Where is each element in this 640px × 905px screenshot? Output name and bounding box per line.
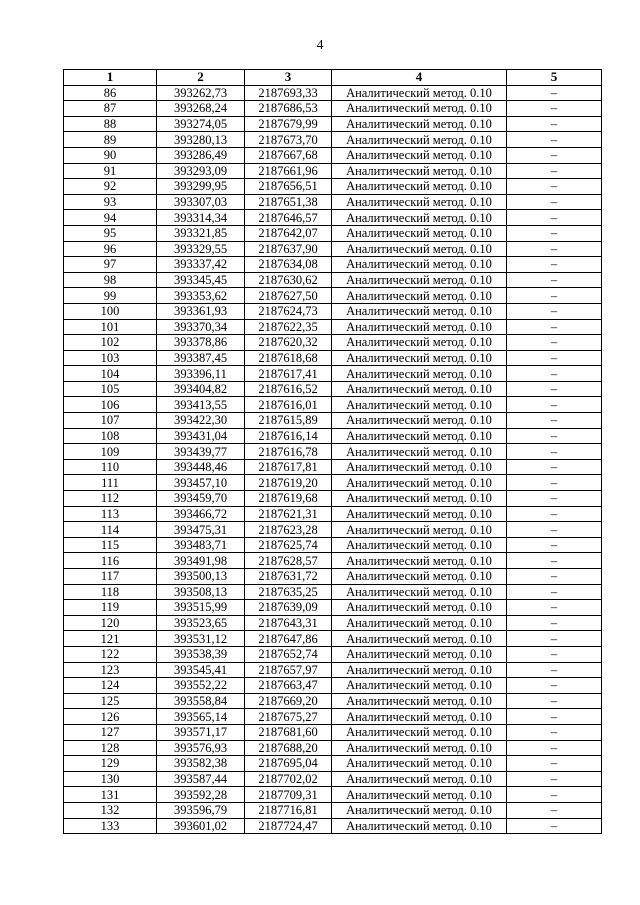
table-row xyxy=(64,678,602,694)
x-coordinate-cell: 393439,77 xyxy=(157,444,245,460)
y-coordinate-cell: 2187647,86 xyxy=(245,631,332,647)
y-coordinate-cell: 2187716,81 xyxy=(245,802,332,818)
y-coordinate-cell: 2187617,81 xyxy=(245,459,332,475)
note-cell: – xyxy=(507,350,602,366)
x-coordinate-cell: 393571,17 xyxy=(157,724,245,740)
x-coordinate-cell: 393596,79 xyxy=(157,802,245,818)
point-number-cell: 98 xyxy=(64,272,157,288)
method-cell: Аналитический метод. 0.10 xyxy=(332,381,507,397)
x-coordinate-cell: 393345,45 xyxy=(157,272,245,288)
method-cell: Аналитический метод. 0.10 xyxy=(332,646,507,662)
method-cell: Аналитический метод. 0.10 xyxy=(332,553,507,569)
table-row xyxy=(64,85,602,101)
y-coordinate-cell: 2187651,38 xyxy=(245,194,332,210)
y-coordinate-cell: 2187617,41 xyxy=(245,366,332,382)
y-coordinate-cell: 2187616,78 xyxy=(245,444,332,460)
x-coordinate-cell: 393576,93 xyxy=(157,740,245,756)
method-cell: Аналитический метод. 0.10 xyxy=(332,724,507,740)
note-cell: – xyxy=(507,771,602,787)
note-cell: – xyxy=(507,194,602,210)
note-cell: – xyxy=(507,662,602,678)
point-number-cell: 94 xyxy=(64,210,157,226)
x-coordinate-cell: 393491,98 xyxy=(157,553,245,569)
x-coordinate-cell: 393329,55 xyxy=(157,241,245,257)
y-coordinate-cell: 2187661,96 xyxy=(245,163,332,179)
note-cell: – xyxy=(507,225,602,241)
y-coordinate-cell: 2187630,62 xyxy=(245,272,332,288)
x-coordinate-cell: 393508,13 xyxy=(157,584,245,600)
column-header-2: 2 xyxy=(157,70,245,86)
method-cell: Аналитический метод. 0.10 xyxy=(332,413,507,429)
note-cell: – xyxy=(507,787,602,803)
table-row xyxy=(64,444,602,460)
x-coordinate-cell: 393431,04 xyxy=(157,428,245,444)
note-cell: – xyxy=(507,397,602,413)
method-cell: Аналитический метод. 0.10 xyxy=(332,771,507,787)
column-header-3: 3 xyxy=(245,70,332,86)
point-number-cell: 124 xyxy=(64,678,157,694)
method-cell: Аналитический метод. 0.10 xyxy=(332,506,507,522)
y-coordinate-cell: 2187624,73 xyxy=(245,303,332,319)
table-row xyxy=(64,631,602,647)
method-cell: Аналитический метод. 0.10 xyxy=(332,569,507,585)
note-cell: – xyxy=(507,553,602,569)
x-coordinate-cell: 393592,28 xyxy=(157,787,245,803)
point-number-cell: 121 xyxy=(64,631,157,647)
method-cell: Аналитический метод. 0.10 xyxy=(332,818,507,834)
method-cell: Аналитический метод. 0.10 xyxy=(332,740,507,756)
note-cell: – xyxy=(507,678,602,694)
x-coordinate-cell: 393601,02 xyxy=(157,818,245,834)
note-cell: – xyxy=(507,381,602,397)
y-coordinate-cell: 2187622,35 xyxy=(245,319,332,335)
method-cell: Аналитический метод. 0.10 xyxy=(332,491,507,507)
y-coordinate-cell: 2187652,74 xyxy=(245,646,332,662)
table-header-row xyxy=(64,70,602,86)
coordinates-table xyxy=(63,69,602,834)
method-cell: Аналитический метод. 0.10 xyxy=(332,444,507,460)
method-cell: Аналитический метод. 0.10 xyxy=(332,288,507,304)
method-cell: Аналитический метод. 0.10 xyxy=(332,179,507,195)
point-number-cell: 111 xyxy=(64,475,157,491)
x-coordinate-cell: 393422,30 xyxy=(157,413,245,429)
method-cell: Аналитический метод. 0.10 xyxy=(332,397,507,413)
note-cell: – xyxy=(507,288,602,304)
method-cell: Аналитический метод. 0.10 xyxy=(332,194,507,210)
point-number-cell: 123 xyxy=(64,662,157,678)
point-number-cell: 125 xyxy=(64,693,157,709)
table-row xyxy=(64,210,602,226)
point-number-cell: 93 xyxy=(64,194,157,210)
method-cell: Аналитический метод. 0.10 xyxy=(332,709,507,725)
x-coordinate-cell: 393262,73 xyxy=(157,85,245,101)
table-row xyxy=(64,569,602,585)
method-cell: Аналитический метод. 0.10 xyxy=(332,693,507,709)
y-coordinate-cell: 2187663,47 xyxy=(245,678,332,694)
table-row xyxy=(64,787,602,803)
table-body xyxy=(64,85,602,834)
table-row xyxy=(64,724,602,740)
note-cell: – xyxy=(507,693,602,709)
note-cell: – xyxy=(507,85,602,101)
method-cell: Аналитический метод. 0.10 xyxy=(332,335,507,351)
table-row xyxy=(64,491,602,507)
method-cell: Аналитический метод. 0.10 xyxy=(332,475,507,491)
table-row xyxy=(64,179,602,195)
x-coordinate-cell: 393396,11 xyxy=(157,366,245,382)
note-cell: – xyxy=(507,257,602,273)
note-cell: – xyxy=(507,116,602,132)
y-coordinate-cell: 2187643,31 xyxy=(245,615,332,631)
y-coordinate-cell: 2187619,68 xyxy=(245,491,332,507)
method-cell: Аналитический метод. 0.10 xyxy=(332,584,507,600)
note-cell: – xyxy=(507,101,602,117)
y-coordinate-cell: 2187639,09 xyxy=(245,600,332,616)
x-coordinate-cell: 393459,70 xyxy=(157,491,245,507)
point-number-cell: 118 xyxy=(64,584,157,600)
x-coordinate-cell: 393545,41 xyxy=(157,662,245,678)
y-coordinate-cell: 2187616,01 xyxy=(245,397,332,413)
table-row xyxy=(64,615,602,631)
y-coordinate-cell: 2187621,31 xyxy=(245,506,332,522)
method-cell: Аналитический метод. 0.10 xyxy=(332,272,507,288)
x-coordinate-cell: 393552,22 xyxy=(157,678,245,694)
x-coordinate-cell: 393582,38 xyxy=(157,756,245,772)
x-coordinate-cell: 393337,42 xyxy=(157,257,245,273)
x-coordinate-cell: 393483,71 xyxy=(157,537,245,553)
note-cell: – xyxy=(507,506,602,522)
x-coordinate-cell: 393457,10 xyxy=(157,475,245,491)
note-cell: – xyxy=(507,600,602,616)
note-cell: – xyxy=(507,491,602,507)
method-cell: Аналитический метод. 0.10 xyxy=(332,116,507,132)
table-row xyxy=(64,740,602,756)
table-row xyxy=(64,600,602,616)
method-cell: Аналитический метод. 0.10 xyxy=(332,241,507,257)
x-coordinate-cell: 393314,34 xyxy=(157,210,245,226)
table-row xyxy=(64,147,602,163)
y-coordinate-cell: 2187625,74 xyxy=(245,537,332,553)
table-row xyxy=(64,397,602,413)
method-cell: Аналитический метод. 0.10 xyxy=(332,787,507,803)
table-row xyxy=(64,132,602,148)
point-number-cell: 90 xyxy=(64,147,157,163)
y-coordinate-cell: 2187623,28 xyxy=(245,522,332,538)
note-cell: – xyxy=(507,584,602,600)
table-row xyxy=(64,366,602,382)
y-coordinate-cell: 2187709,31 xyxy=(245,787,332,803)
method-cell: Аналитический метод. 0.10 xyxy=(332,350,507,366)
y-coordinate-cell: 2187615,89 xyxy=(245,413,332,429)
table-row xyxy=(64,646,602,662)
method-cell: Аналитический метод. 0.10 xyxy=(332,459,507,475)
x-coordinate-cell: 393523,65 xyxy=(157,615,245,631)
y-coordinate-cell: 2187679,99 xyxy=(245,116,332,132)
point-number-cell: 102 xyxy=(64,335,157,351)
table-row xyxy=(64,475,602,491)
note-cell: – xyxy=(507,537,602,553)
table-row xyxy=(64,288,602,304)
point-number-cell: 112 xyxy=(64,491,157,507)
note-cell: – xyxy=(507,335,602,351)
note-cell: – xyxy=(507,272,602,288)
table-row xyxy=(64,163,602,179)
column-header-5: 5 xyxy=(507,70,602,86)
y-coordinate-cell: 2187667,68 xyxy=(245,147,332,163)
method-cell: Аналитический метод. 0.10 xyxy=(332,163,507,179)
x-coordinate-cell: 393475,31 xyxy=(157,522,245,538)
table-row xyxy=(64,537,602,553)
point-number-cell: 107 xyxy=(64,413,157,429)
table-row xyxy=(64,350,602,366)
x-coordinate-cell: 393280,13 xyxy=(157,132,245,148)
x-coordinate-cell: 393353,62 xyxy=(157,288,245,304)
method-cell: Аналитический метод. 0.10 xyxy=(332,132,507,148)
method-cell: Аналитический метод. 0.10 xyxy=(332,210,507,226)
table-row xyxy=(64,303,602,319)
note-cell: – xyxy=(507,147,602,163)
point-number-cell: 96 xyxy=(64,241,157,257)
point-number-cell: 127 xyxy=(64,724,157,740)
y-coordinate-cell: 2187681,60 xyxy=(245,724,332,740)
method-cell: Аналитический метод. 0.10 xyxy=(332,319,507,335)
method-cell: Аналитический метод. 0.10 xyxy=(332,428,507,444)
table-row xyxy=(64,194,602,210)
note-cell: – xyxy=(507,210,602,226)
y-coordinate-cell: 2187634,08 xyxy=(245,257,332,273)
point-number-cell: 110 xyxy=(64,459,157,475)
point-number-cell: 97 xyxy=(64,257,157,273)
point-number-cell: 128 xyxy=(64,740,157,756)
note-cell: – xyxy=(507,802,602,818)
method-cell: Аналитический метод. 0.10 xyxy=(332,303,507,319)
y-coordinate-cell: 2187620,32 xyxy=(245,335,332,351)
method-cell: Аналитический метод. 0.10 xyxy=(332,147,507,163)
column-header-4: 4 xyxy=(332,70,507,86)
point-number-cell: 115 xyxy=(64,537,157,553)
x-coordinate-cell: 393500,13 xyxy=(157,569,245,585)
y-coordinate-cell: 2187618,68 xyxy=(245,350,332,366)
table-row xyxy=(64,756,602,772)
x-coordinate-cell: 393587,44 xyxy=(157,771,245,787)
page-number: 4 xyxy=(316,38,324,53)
y-coordinate-cell: 2187616,14 xyxy=(245,428,332,444)
method-cell: Аналитический метод. 0.10 xyxy=(332,615,507,631)
table-row xyxy=(64,241,602,257)
table-row xyxy=(64,709,602,725)
y-coordinate-cell: 2187646,57 xyxy=(245,210,332,226)
note-cell: – xyxy=(507,724,602,740)
note-cell: – xyxy=(507,756,602,772)
note-cell: – xyxy=(507,631,602,647)
note-cell: – xyxy=(507,459,602,475)
note-cell: – xyxy=(507,163,602,179)
table-row xyxy=(64,116,602,132)
table-row xyxy=(64,771,602,787)
method-cell: Аналитический метод. 0.10 xyxy=(332,802,507,818)
point-number-cell: 104 xyxy=(64,366,157,382)
table-row xyxy=(64,101,602,117)
table-row xyxy=(64,459,602,475)
table-row xyxy=(64,319,602,335)
method-cell: Аналитический метод. 0.10 xyxy=(332,756,507,772)
x-coordinate-cell: 393299,95 xyxy=(157,179,245,195)
x-coordinate-cell: 393448,46 xyxy=(157,459,245,475)
note-cell: – xyxy=(507,132,602,148)
note-cell: – xyxy=(507,241,602,257)
y-coordinate-cell: 2187695,04 xyxy=(245,756,332,772)
y-coordinate-cell: 2187635,25 xyxy=(245,584,332,600)
table-row xyxy=(64,553,602,569)
note-cell: – xyxy=(507,740,602,756)
note-cell: – xyxy=(507,428,602,444)
point-number-cell: 120 xyxy=(64,615,157,631)
method-cell: Аналитический метод. 0.10 xyxy=(332,85,507,101)
x-coordinate-cell: 393466,72 xyxy=(157,506,245,522)
note-cell: – xyxy=(507,179,602,195)
y-coordinate-cell: 2187669,20 xyxy=(245,693,332,709)
x-coordinate-cell: 393307,03 xyxy=(157,194,245,210)
table-row xyxy=(64,413,602,429)
y-coordinate-cell: 2187656,51 xyxy=(245,179,332,195)
table-row xyxy=(64,428,602,444)
note-cell: – xyxy=(507,615,602,631)
x-coordinate-cell: 393361,93 xyxy=(157,303,245,319)
point-number-cell: 119 xyxy=(64,600,157,616)
note-cell: – xyxy=(507,522,602,538)
point-number-cell: 88 xyxy=(64,116,157,132)
point-number-cell: 92 xyxy=(64,179,157,195)
point-number-cell: 91 xyxy=(64,163,157,179)
table-row xyxy=(64,802,602,818)
method-cell: Аналитический метод. 0.10 xyxy=(332,537,507,553)
method-cell: Аналитический метод. 0.10 xyxy=(332,366,507,382)
y-coordinate-cell: 2187627,50 xyxy=(245,288,332,304)
point-number-cell: 89 xyxy=(64,132,157,148)
table-row xyxy=(64,225,602,241)
point-number-cell: 126 xyxy=(64,709,157,725)
point-number-cell: 116 xyxy=(64,553,157,569)
x-coordinate-cell: 393293,09 xyxy=(157,163,245,179)
point-number-cell: 108 xyxy=(64,428,157,444)
x-coordinate-cell: 393404,82 xyxy=(157,381,245,397)
point-number-cell: 129 xyxy=(64,756,157,772)
point-number-cell: 101 xyxy=(64,319,157,335)
table-row xyxy=(64,381,602,397)
y-coordinate-cell: 2187688,20 xyxy=(245,740,332,756)
note-cell: – xyxy=(507,366,602,382)
method-cell: Аналитический метод. 0.10 xyxy=(332,662,507,678)
y-coordinate-cell: 2187702,02 xyxy=(245,771,332,787)
point-number-cell: 117 xyxy=(64,569,157,585)
note-cell: – xyxy=(507,569,602,585)
point-number-cell: 132 xyxy=(64,802,157,818)
x-coordinate-cell: 393413,55 xyxy=(157,397,245,413)
table-row xyxy=(64,584,602,600)
point-number-cell: 105 xyxy=(64,381,157,397)
point-number-cell: 87 xyxy=(64,101,157,117)
table-row xyxy=(64,335,602,351)
x-coordinate-cell: 393531,12 xyxy=(157,631,245,647)
point-number-cell: 99 xyxy=(64,288,157,304)
point-number-cell: 109 xyxy=(64,444,157,460)
note-cell: – xyxy=(507,818,602,834)
x-coordinate-cell: 393370,34 xyxy=(157,319,245,335)
point-number-cell: 103 xyxy=(64,350,157,366)
x-coordinate-cell: 393378,86 xyxy=(157,335,245,351)
point-number-cell: 131 xyxy=(64,787,157,803)
table-row xyxy=(64,522,602,538)
note-cell: – xyxy=(507,303,602,319)
note-cell: – xyxy=(507,319,602,335)
table-row xyxy=(64,818,602,834)
note-cell: – xyxy=(507,413,602,429)
table-row xyxy=(64,506,602,522)
x-coordinate-cell: 393321,85 xyxy=(157,225,245,241)
y-coordinate-cell: 2187631,72 xyxy=(245,569,332,585)
point-number-cell: 100 xyxy=(64,303,157,319)
note-cell: – xyxy=(507,646,602,662)
method-cell: Аналитический метод. 0.10 xyxy=(332,257,507,273)
point-number-cell: 122 xyxy=(64,646,157,662)
x-coordinate-cell: 393286,49 xyxy=(157,147,245,163)
y-coordinate-cell: 2187619,20 xyxy=(245,475,332,491)
y-coordinate-cell: 2187657,97 xyxy=(245,662,332,678)
point-number-cell: 95 xyxy=(64,225,157,241)
y-coordinate-cell: 2187675,27 xyxy=(245,709,332,725)
y-coordinate-cell: 2187616,52 xyxy=(245,381,332,397)
x-coordinate-cell: 393538,39 xyxy=(157,646,245,662)
y-coordinate-cell: 2187642,07 xyxy=(245,225,332,241)
point-number-cell: 113 xyxy=(64,506,157,522)
y-coordinate-cell: 2187673,70 xyxy=(245,132,332,148)
note-cell: – xyxy=(507,475,602,491)
method-cell: Аналитический метод. 0.10 xyxy=(332,101,507,117)
table-row xyxy=(64,693,602,709)
x-coordinate-cell: 393268,24 xyxy=(157,101,245,117)
method-cell: Аналитический метод. 0.10 xyxy=(332,678,507,694)
method-cell: Аналитический метод. 0.10 xyxy=(332,631,507,647)
table-row xyxy=(64,272,602,288)
point-number-cell: 130 xyxy=(64,771,157,787)
point-number-cell: 114 xyxy=(64,522,157,538)
x-coordinate-cell: 393565,14 xyxy=(157,709,245,725)
point-number-cell: 106 xyxy=(64,397,157,413)
y-coordinate-cell: 2187724,47 xyxy=(245,818,332,834)
method-cell: Аналитический метод. 0.10 xyxy=(332,522,507,538)
method-cell: Аналитический метод. 0.10 xyxy=(332,225,507,241)
y-coordinate-cell: 2187693,33 xyxy=(245,85,332,101)
method-cell: Аналитический метод. 0.10 xyxy=(332,600,507,616)
y-coordinate-cell: 2187637,90 xyxy=(245,241,332,257)
point-number-cell: 86 xyxy=(64,85,157,101)
note-cell: – xyxy=(507,709,602,725)
note-cell: – xyxy=(507,444,602,460)
y-coordinate-cell: 2187628,57 xyxy=(245,553,332,569)
point-number-cell: 133 xyxy=(64,818,157,834)
x-coordinate-cell: 393558,84 xyxy=(157,693,245,709)
y-coordinate-cell: 2187686,53 xyxy=(245,101,332,117)
x-coordinate-cell: 393515,99 xyxy=(157,600,245,616)
table-row xyxy=(64,662,602,678)
x-coordinate-cell: 393387,45 xyxy=(157,350,245,366)
table-row xyxy=(64,257,602,273)
x-coordinate-cell: 393274,05 xyxy=(157,116,245,132)
column-header-1: 1 xyxy=(64,70,157,86)
